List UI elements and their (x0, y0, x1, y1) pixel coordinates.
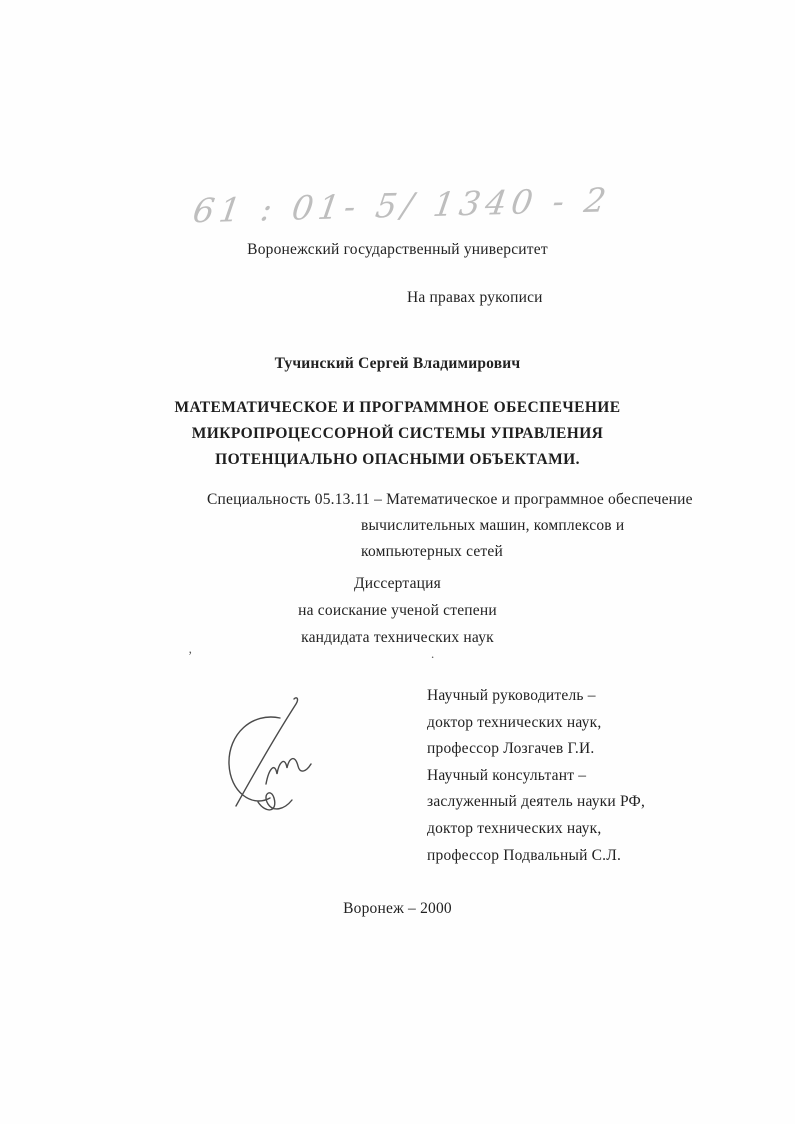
handwritten-catalog-number: 61 : 01- 5/ 1340 - 2 (190, 180, 614, 231)
supervisor-line-6: доктор технических наук, (427, 819, 602, 837)
thesis-type-line-1: Диссертация (353, 575, 441, 592)
specialty-line-1: Специальность 05.13.11 – Математическое и программное обеспечение (207, 491, 693, 508)
title-line-2: МИКРОПРОЦЕССОРНОЙ СИСТЕМЫ УПРАВЛЕНИЯ (191, 425, 604, 442)
specialty-line-3: компьютерных сетей (361, 543, 503, 560)
title-line-1: МАТЕМАТИЧЕСКОЕ И ПРОГРАММНОЕ ОБЕСПЕЧЕНИЕ (174, 399, 621, 416)
dissertation-title (0, 395, 795, 473)
title-line-3: ПОТЕНЦИАЛЬНО ОПАСНЫМИ ОБЪЕКТАМИ. (215, 451, 580, 468)
supervisor-line-1: Научный руководитель – (427, 687, 596, 704)
manuscript-rights-note: На правах рукописи (407, 289, 543, 306)
city-and-year: Воронеж – 2000 (343, 900, 452, 917)
supervisor-line-7: профессор Подвальный С.Л. (427, 846, 622, 864)
thesis-type (0, 570, 795, 651)
supervisor-signature (216, 692, 328, 818)
author-name: Тучинский Сергей Владимирович (274, 355, 521, 372)
specialty-line-2: вычислительных машин, комплексов и (361, 517, 625, 534)
supervisor-line-2: доктор технических наук, (427, 713, 602, 731)
supervisor-block (427, 683, 645, 869)
thesis-type-line-2: на соискание ученой степени (298, 602, 497, 619)
supervisor-line-5: заслуженный деятель науки РФ, (427, 793, 646, 811)
thesis-type-line-3: кандидата технических наук (301, 629, 494, 646)
supervisor-line-4: Научный консультант – (427, 766, 587, 784)
scan-artifact-center: . (431, 646, 435, 661)
signature-icon (216, 692, 328, 818)
scan-artifact-left: ’ (188, 648, 193, 663)
university-name: Воронежский государственный университет (247, 241, 548, 258)
supervisor-line-3: профессор Лозгачев Г.И. (427, 740, 595, 758)
